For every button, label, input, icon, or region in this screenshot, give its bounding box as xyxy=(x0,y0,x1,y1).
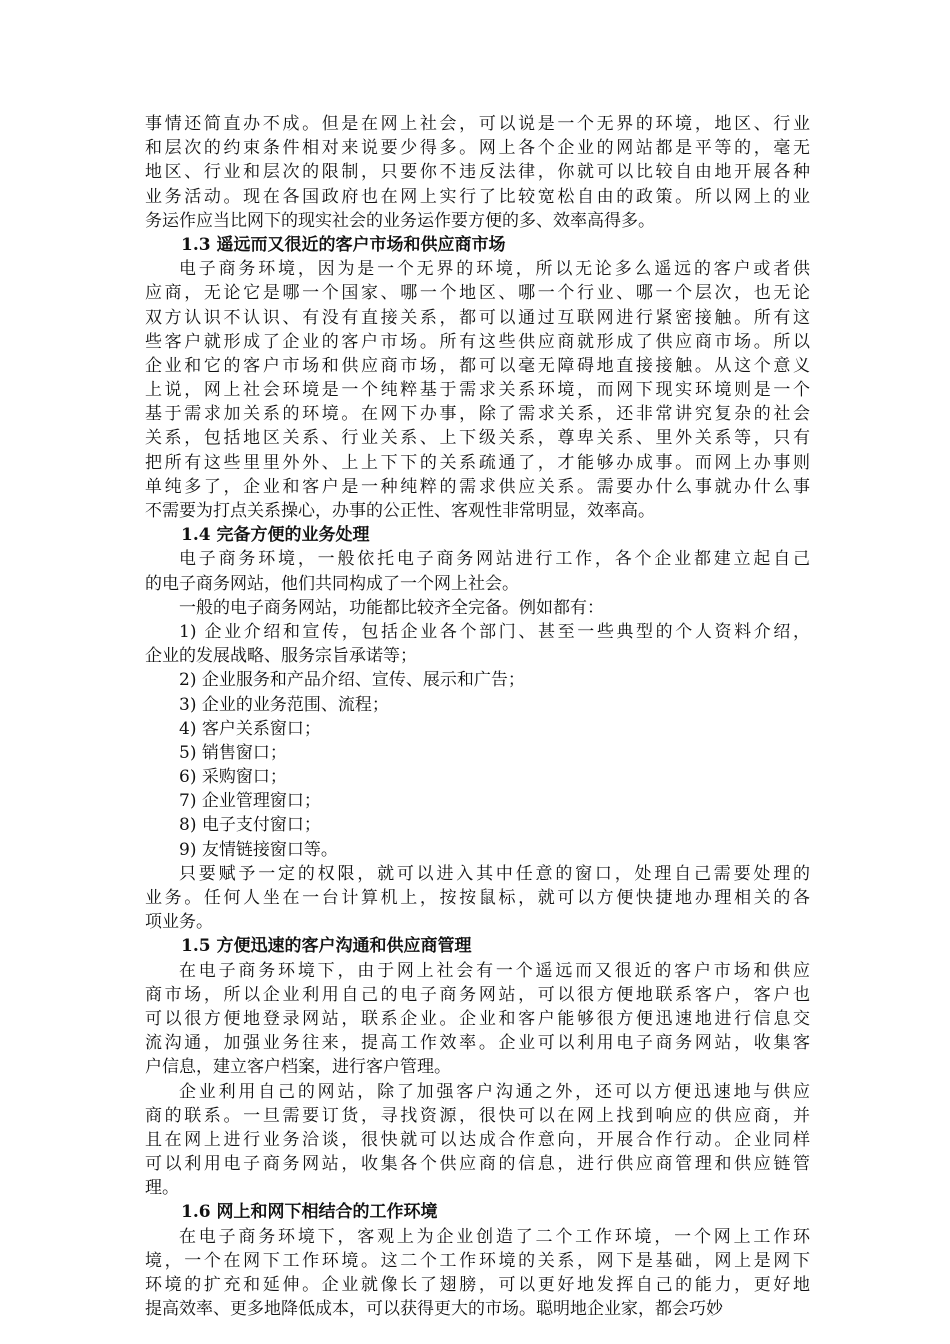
document-page xyxy=(145,112,810,1321)
paragraph-line: 不需要为打点关系操心，办事的公正性、客观性非常明显，效率高。 xyxy=(145,501,655,521)
paragraph-line: 上说，网上社会环境是一个纯粹基于需求关系环境，而网下现实环境则是一个 xyxy=(145,380,810,401)
paragraph-line: 户信息，建立客户档案，进行客户管理。 xyxy=(145,1057,451,1078)
paragraph-line: 4) 客户关系窗口； xyxy=(179,718,321,739)
section-heading: 1.3 遥远而又很近的客户市场和供应商市场 xyxy=(181,234,506,255)
paragraph-line: 可以利用电子商务网站，收集各个供应商的信息，进行供应商管理和供应链管 xyxy=(145,1154,810,1175)
paragraph-line: 9) 友情链接窗口等。 xyxy=(179,839,338,860)
paragraph-line: 5) 销售窗口； xyxy=(179,742,287,763)
paragraph-line: 一般的电子商务网站，功能都比较齐全完备。例如都有： xyxy=(179,597,604,618)
section-heading: 1.6 网上和网下相结合的工作环境 xyxy=(181,1202,438,1223)
paragraph-line: 商市场，所以企业利用自己的电子商务网站，可以很方便地联系客户，客户也 xyxy=(145,984,810,1005)
paragraph-line: 项业务。 xyxy=(145,912,213,933)
paragraph-line: 在电子商务环境下，客观上为企业创造了二个工作环境，一个网上工作环 xyxy=(179,1226,810,1247)
paragraph-line: 事情还简直办不成。但是在网上社会，可以说是一个无界的环境，地区、行业 xyxy=(145,114,810,134)
paragraph-line: 电子商务环境，一般依托电子商务网站进行工作，各个企业都建立起自己 xyxy=(179,549,810,570)
paragraph-line: 提高效率、更多地降低成本，可以获得更大的市场。聪明地企业家，都会巧妙 xyxy=(145,1299,723,1320)
paragraph-line: 流沟通，加强业务往来，提高工作效率。企业可以利用电子商务网站，收集客 xyxy=(145,1033,810,1054)
paragraph-line: 些客户就形成了企业的客户市场。所有这些供应商就形成了供应商市场。所以 xyxy=(145,331,810,352)
paragraph-line: 的电子商务网站，他们共同构成了一个网上社会。 xyxy=(145,573,519,594)
paragraph-line: 企业和它的客户市场和供应商市场，都可以毫无障碍地直接接触。从这个意义 xyxy=(145,355,810,376)
paragraph-line: 3) 企业的业务范围、流程； xyxy=(179,694,389,715)
paragraph-line: 关系，包括地区关系、行业关系、上下级关系，尊卑关系、里外关系等，只有 xyxy=(145,428,810,449)
paragraph-line: 应商，无论它是哪一个国家、哪一个地区、哪一个行业、哪一个层次，也无论 xyxy=(145,283,810,304)
paragraph-line: 且在网上进行业务洽谈，很快就可以达成合作意向，开展合作行动。企业同样 xyxy=(145,1129,810,1150)
paragraph-line: 1) 企业介绍和宣传，包括企业各个部门、甚至一些典型的个人资料介绍， xyxy=(179,621,810,642)
paragraph-line: 企业利用自己的网站，除了加强客户沟通之外，还可以方便迅速地与供应 xyxy=(179,1081,810,1102)
paragraph-line: 基于需求加关系的环境。在网下办事，除了需求关系，还非常讲究复杂的社会 xyxy=(145,404,810,425)
paragraph-line: 境，一个在网下工作环境。这二个工作环境的关系，网下是基础，网上是网下 xyxy=(145,1250,810,1271)
paragraph-line: 业务活动。现在各国政府也在网上实行了比较宽松自由的政策。所以网上的业 xyxy=(145,186,810,207)
paragraph-line: 电子商务环境，因为是一个无界的环境，所以无论多么遥远的客户或者供 xyxy=(179,259,810,280)
paragraph-line: 可以很方便地登录网站，联系企业。企业和客户能够很方便迅速地进行信息交 xyxy=(145,1008,810,1029)
paragraph-line: 商的联系。一旦需要订货，寻找资源，很快可以在网上找到响应的供应商，并 xyxy=(145,1105,810,1126)
paragraph-line: 理。 xyxy=(145,1178,179,1199)
paragraph-line: 只要赋予一定的权限，就可以进入其中任意的窗口，处理自己需要处理的 xyxy=(179,863,810,884)
paragraph-line: 单纯多了，企业和客户是一种纯粹的需求供应关系。需要办什么事就办什么事 xyxy=(145,476,810,497)
paragraph-line: 8) 电子支付窗口； xyxy=(179,815,321,836)
paragraph-line: 在电子商务环境下，由于网上社会有一个遥远而又很近的客户市场和供应 xyxy=(179,960,810,981)
paragraph-line: 务运作应当比网下的现实社会的业务运作要方便的多、效率高得多。 xyxy=(145,210,655,231)
paragraph-line: 企业的发展战略、服务宗旨承诺等； xyxy=(145,646,417,667)
paragraph-line: 把所有这些里里外外、上上下下的关系疏通了，才能够办成事。而网上办事则 xyxy=(145,452,810,473)
section-heading: 1.4 完备方便的业务处理 xyxy=(181,525,370,546)
section-heading: 1.5 方便迅速的客户沟通和供应商管理 xyxy=(181,936,472,957)
paragraph-line: 6) 采购窗口； xyxy=(179,767,287,788)
paragraph-line: 环境的扩充和延伸。企业就像长了翅膀，可以更好地发挥自己的能力，更好地 xyxy=(145,1275,810,1295)
paragraph-line: 业务。任何人坐在一台计算机上，按按鼠标，就可以方便快捷地办理相关的各 xyxy=(145,888,810,908)
paragraph-line: 2) 企业服务和产品介绍、宣传、展示和广告； xyxy=(179,670,525,691)
paragraph-line: 双方认识不认识、有没有直接关系，都可以通过互联网进行紧密接触。所有这 xyxy=(145,307,810,328)
paragraph-line: 地区、行业和层次的限制，只要你不违反法律，你就可以比较自由地开展各种 xyxy=(145,162,810,183)
paragraph-line: 7) 企业管理窗口； xyxy=(179,791,321,812)
paragraph-line: 和层次的约束条件相对来说要少得多。网上各个企业的网站都是平等的，毫无 xyxy=(145,138,810,159)
